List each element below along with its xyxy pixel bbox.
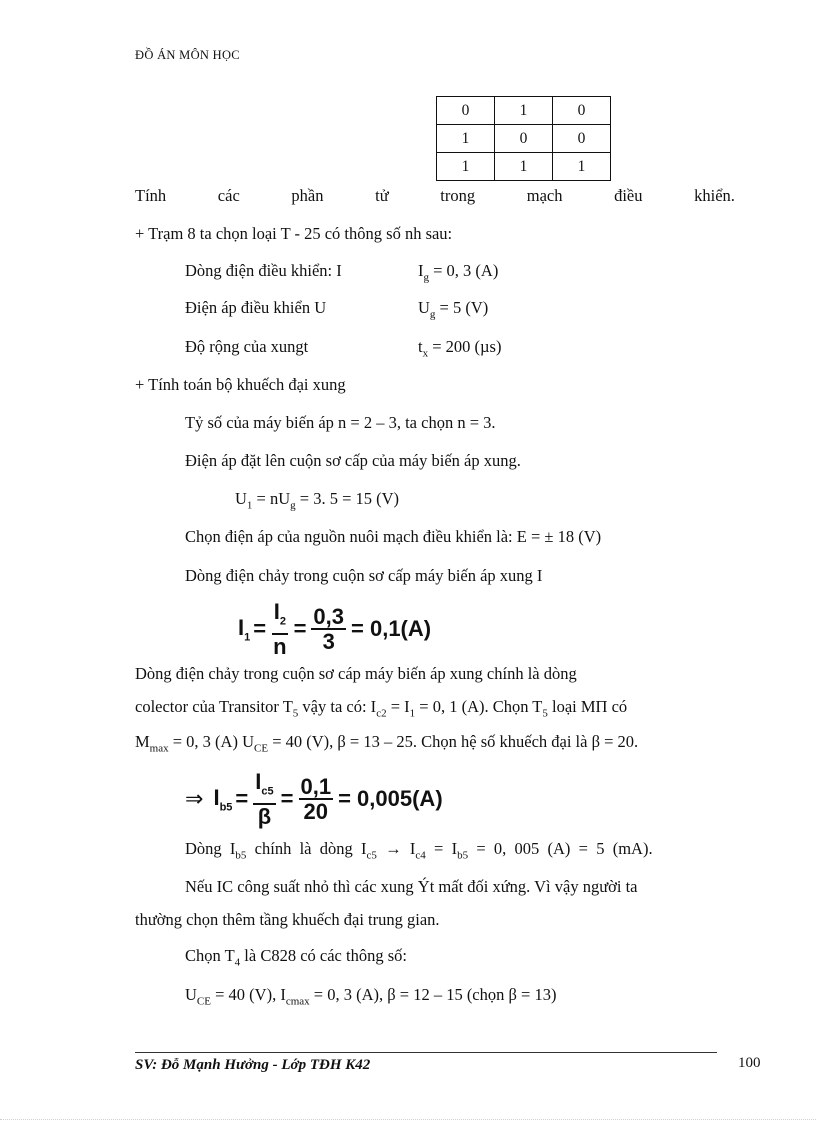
- table-row: [437, 97, 611, 125]
- heading-word: các: [217, 186, 240, 205]
- param-value-pulse-width: $t_x = 200$ (µs): [418, 337, 502, 360]
- primary-current-text: Dòng điện chảy trong cuộn sơ cấp máy biến áp xung I: [185, 566, 543, 585]
- table-row: [437, 153, 611, 181]
- param-value-current: $I_g = 0$, 3 (A): [418, 261, 499, 284]
- heading-word: mạch: [526, 186, 563, 205]
- param-value-voltage: $U_g = 5$ (V): [418, 298, 489, 321]
- table-cell: 1: [495, 153, 553, 181]
- paragraph-line: colector của Transitor $T_5$ vậy ta có: $I_{c2} = I_1 = 0$, 1 (A). Chọn $T_5$ loại MΠ có: [135, 697, 628, 720]
- table-cell: 0: [553, 125, 611, 153]
- transistor-t4-params: $U_{CE} = 40$ (V), $I_{cmax} = 0$, 3 (A), β = 12 – 15 (chọn β = 13): [185, 985, 557, 1008]
- table-cell: 1: [495, 97, 553, 125]
- implies-icon: ⇒: [185, 786, 204, 812]
- page-header: ĐỒ ÁN MÔN HỌC: [135, 48, 240, 62]
- transistor-t4-line: Chọn $T_4$ là C828 có các thông số:: [185, 946, 407, 969]
- table-cell: 1: [553, 153, 611, 181]
- heading-word: điều: [614, 186, 643, 205]
- equation-u1: $U_1 = nU_g = 3$. 5 = 15 (V): [235, 489, 400, 512]
- table-cell: 0: [495, 125, 553, 153]
- param-label-voltage: Điện áp điều khiển U: [185, 298, 327, 317]
- heading-word: phần: [291, 186, 324, 205]
- footer-divider: [135, 1052, 717, 1053]
- table-row: [437, 125, 611, 153]
- heading-word: trong: [440, 186, 476, 205]
- table-cell: 0: [437, 97, 495, 125]
- param-label-current: Dòng điện điều khiển: I: [185, 261, 342, 280]
- table-cell: 1: [437, 125, 495, 153]
- heading-word: Tính: [135, 186, 167, 205]
- footer-author: SV: Đỗ Mạnh Hưởng - Lớp TĐH K42: [135, 1057, 371, 1073]
- paragraph-line: thường chọn thêm tầng khuếch đại trung gian.: [135, 910, 440, 929]
- page-number: 100: [738, 1055, 761, 1071]
- transformer-ratio-text: Tỷ số của máy biến áp n = 2 – 3, ta chọn n = 3.: [185, 413, 496, 432]
- table-cell: 0: [553, 97, 611, 125]
- calc-heading: + Tính toán bộ khuếch đại xung: [135, 375, 346, 394]
- paragraph-line: $M_{max} = 0$, 3 (A) $U_{CE} = 40$ (V), β = 13 – 25. Chọn hệ số khuếch đại là β = 20.: [135, 732, 639, 755]
- page-edge-divider: [0, 1119, 816, 1120]
- station-line: + Trạm 8 ta chọn loại T - 25 có thông số nh sau:: [135, 224, 453, 243]
- base-current-line: Dòng $I_{b5}$ chính là dòng $I_{c5} \to I_{c4} = I_{b5} = 0$, 005 (A) = 5 (mA).: [185, 839, 653, 862]
- primary-voltage-text: Điện áp đặt lên cuộn sơ cấp của máy biến áp xung.: [185, 451, 521, 470]
- paragraph-line: Dòng điện chảy trong cuộn sơ cáp máy biến áp xung chính là dòng: [135, 664, 577, 683]
- heading-word: khiển.: [694, 186, 735, 205]
- section-heading: [135, 186, 735, 206]
- paragraph-line: Nếu IC công suất nhỏ thì các xung Ýt mất đối xứng. Vì vậy người ta: [185, 877, 638, 896]
- heading-word: tử: [375, 186, 389, 205]
- truth-table: [436, 96, 611, 181]
- table-cell: 1: [437, 153, 495, 181]
- supply-voltage-text: Chọn điện áp của nguồn nuôi mạch điều khiển là: E = ± 18 (V): [185, 527, 602, 546]
- formula-ib5: ⇒ $I_{b5}$ = $\frac{I_{c5}}{\beta}$ = $\frac{0,1}{20}$ = 0,005(A): [185, 769, 443, 830]
- param-label-pulse-width: Độ rộng của xungt: [185, 337, 309, 356]
- formula-i1: $I_1$ = $\frac{I_2}{n}$ = $\frac{0,3}{3}$ = 0,1(A): [238, 599, 432, 660]
